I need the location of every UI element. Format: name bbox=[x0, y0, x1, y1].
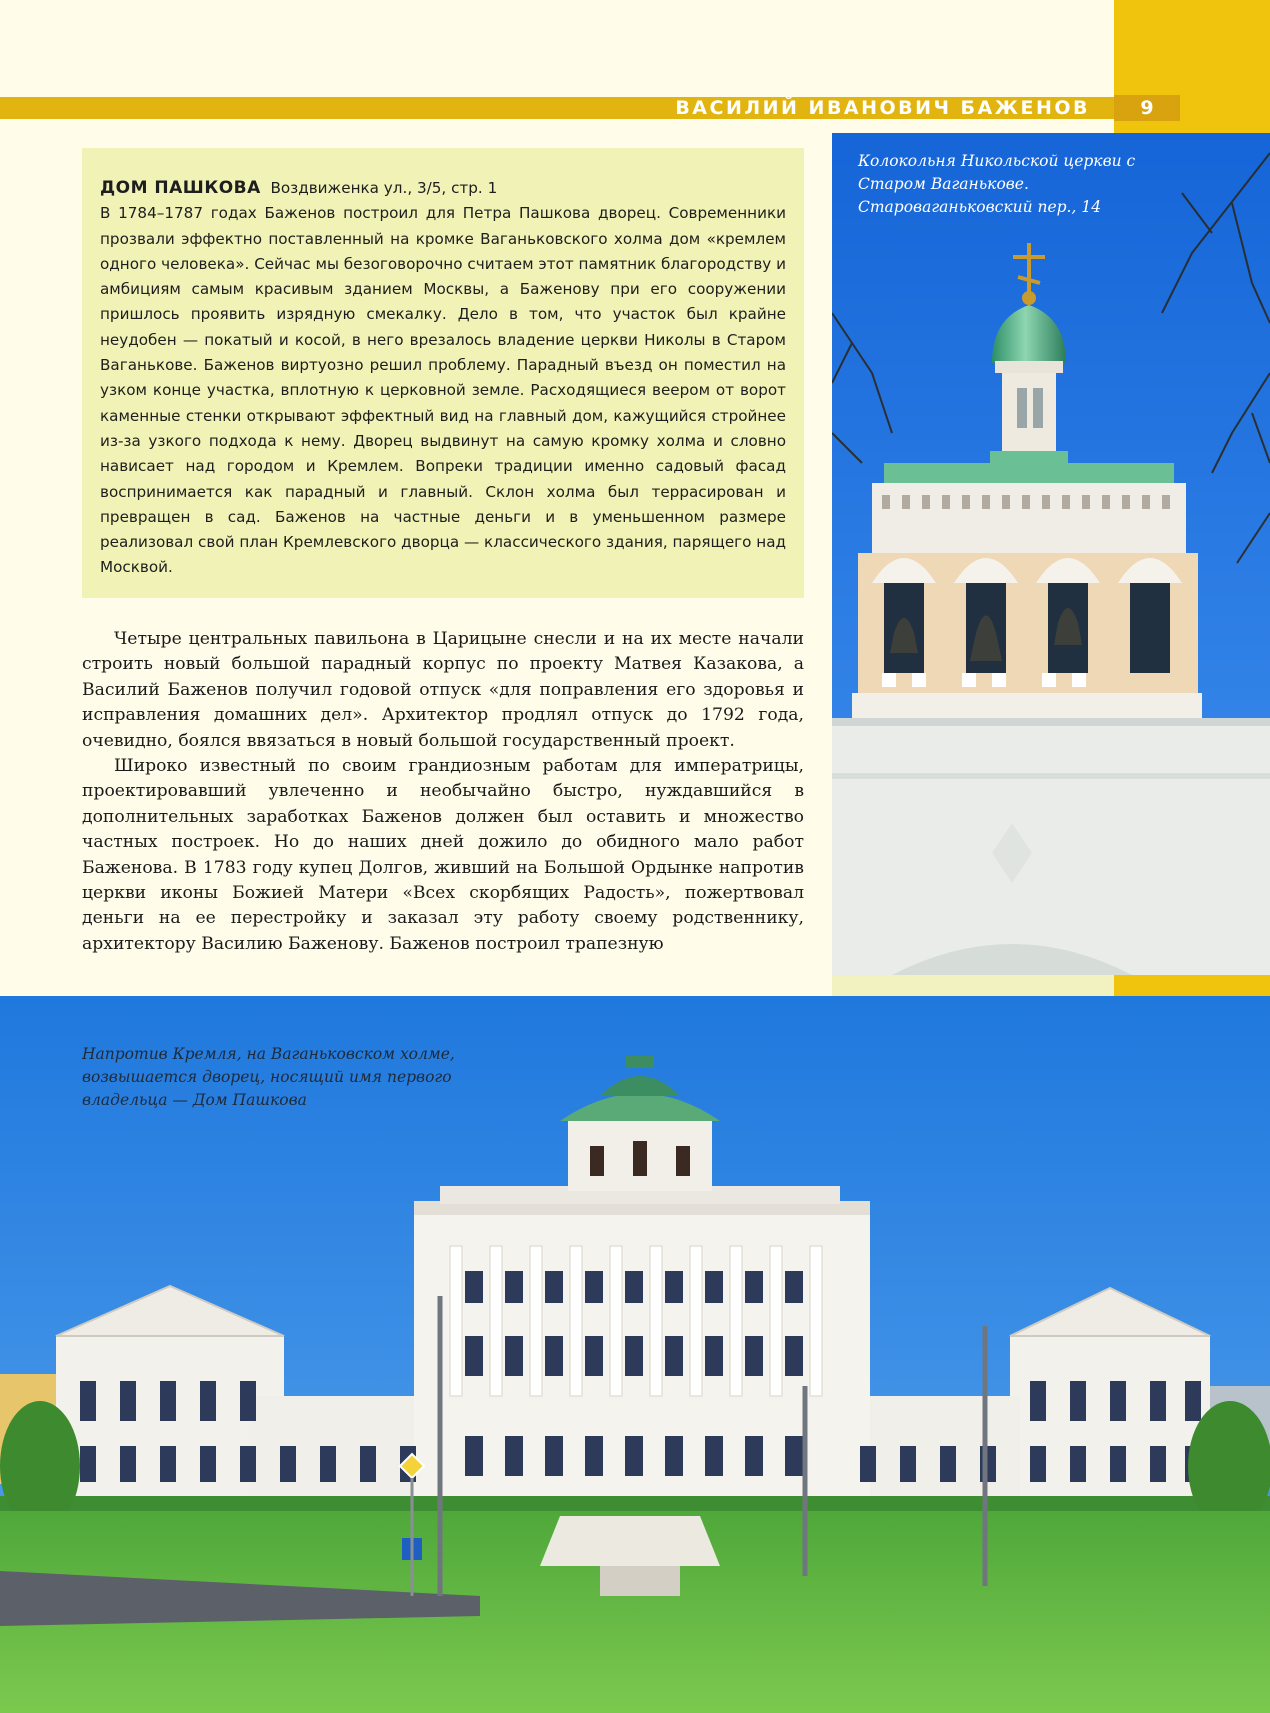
paragraph-1: Четыре центральных павильона в Царицыне снесли и на их месте начали строить новый большой парадный корпус по проекту Матвея Казакова, а Василий Баженов получил годовой отпуск «для поправления его здоровья и исправления домашних дел». Архитектор продлял отпуск до 1792 года, очевидно, боялся ввязаться в новый большой государственный проект. bbox=[82, 629, 804, 751]
sidebar-text-block bbox=[100, 176, 786, 581]
photo-bottom-strip bbox=[832, 975, 1114, 996]
page-number: 9 bbox=[1114, 95, 1180, 121]
sidebar-body: В 1784–1787 годах Баженов построил для Петра Пашкова дворец. Современники прозвали эффектно поставленный на кромке Ваганьковского холма дом «кремлем одного человека». Сейчас мы безоговорочно считаем этот памятник благородству и амбициям самым красивым зданием Москвы, а Баженову при его сооружении пришлось проявить изрядную смекалку. Дело в том, что участок был крайне неудобен — покатый и косой, в него врезалось владение церкви Николы в Старом Ваганькове. Баженов виртуозно решил проблему. Парадный въезд он поместил на узком конце участка, вплотную к церковной земле. Расходящиеся веером от ворот каменные стенки открывают эффектный вид на главный дом, кажущийся стройнее из-за узкого подхода к нему. Дворец выдвинут на самую кромку холма и словно нависает над городом и Кремлем. Вопреки традиции именно садовый фасад воспринимается как парадный и главный. Склон холма был террасирован и превращен в сад. Баженов на частные деньги и в уменьшенном размере реализовал свой план Кремлевского дворца — классического здания, парящего над Москвой. bbox=[100, 204, 786, 577]
sidebar-box bbox=[82, 148, 804, 598]
house-photo-caption: Напротив Кремля, на Ваганьковском холме, возвышается дворец, носящий имя первого владельца — Дом Пашкова bbox=[82, 1045, 455, 1109]
tower-photo-caption: Колокольня Никольской церкви с Старом Ваганькове. Староваганьковский пер., 14 bbox=[858, 152, 1136, 216]
sidebar-title: ДОМ ПАШКОВА bbox=[100, 178, 261, 198]
bell-tower-photo bbox=[832, 133, 1270, 975]
main-article bbox=[82, 627, 804, 957]
sidebar-address: Воздвиженка ул., 3/5, стр. 1 bbox=[270, 179, 498, 197]
running-header-title: ВАСИЛИЙ ИВАНОВИЧ БАЖЕНОВ bbox=[675, 97, 1090, 119]
paragraph-2: Широко известный по своим грандиозным работам для императрицы, проектировавший увлеченно и необычайно быстро, нуждавшийся в дополнительных заработках Баженов должен был оставить и множество частных построек. Но до наших дней дожило до обидного мало работ Баженова. В 1783 году купец Долгов, живший на Большой Ордынке напротив церкви иконы Божией Матери «Всех скорбящих Радость», пожертвовал деньги на ее перестройку и заказал эту работу своему родственнику, архитектору Василию Баженову. Баженов построил трапезную bbox=[82, 756, 804, 954]
